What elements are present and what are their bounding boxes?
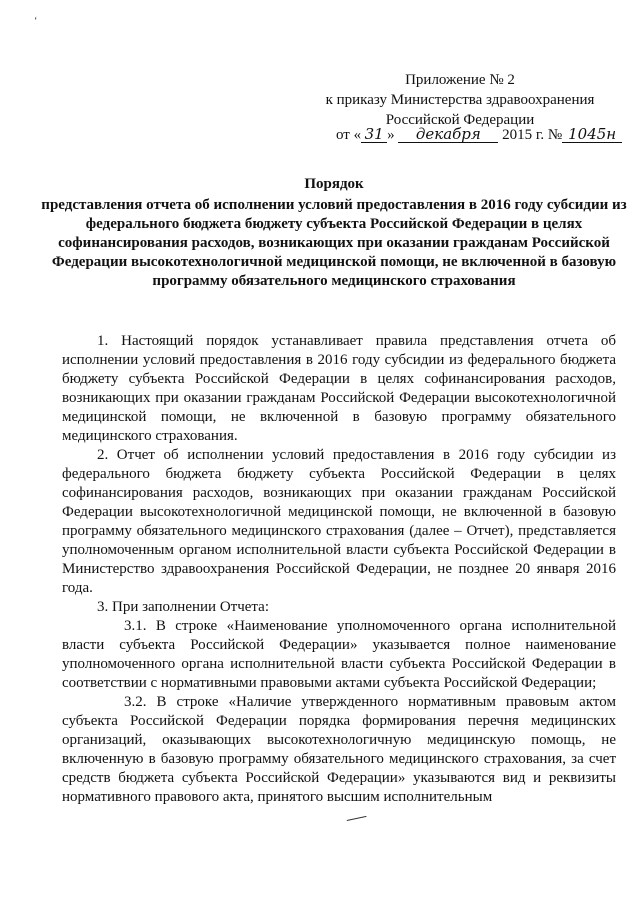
title-heading: Порядок	[304, 176, 364, 192]
paragraph-2: 2. Отчет об исполнении условий предоставления в 2016 году субсидии из федерального бюджета бюджету субъекта Российской Федерации в целях софинансирования расходов, возникающих при оказании гражданам Российской Федерации высокотехнологичной медицинской помощи, не включенной в базовую программу обязательного медицинского страхования (далее – Отчет), представляется уполномоченным органом исполнительной власти субъекта Российской Федерации в Министерство здравоохранения Российской Федерации, не позднее 20 января 2016 года.	[62, 447, 616, 596]
paragraph-3-1: 3.1. В строке «Наименование уполномоченного органа исполнительной власти субъекта Российской Федерации» указывается полное наименование уполномоченного органа исполнительной власти субъекта Российской Федерации в соответствии с нормативными правовыми актами субъекта Российской Федерации;	[62, 618, 616, 691]
scan-mark: ‘	[34, 16, 38, 27]
pen-mark	[345, 810, 366, 821]
handwritten-day: 31	[361, 126, 387, 143]
date-prefix: от «	[336, 127, 362, 143]
order-date-line	[336, 124, 626, 146]
paragraph-3: 3. При заполнении Отчета:	[97, 599, 269, 615]
appendix-header	[300, 70, 620, 130]
handwritten-month: декабря	[398, 126, 498, 143]
document-body	[62, 332, 616, 807]
quote-close: »	[387, 127, 395, 143]
document-title	[40, 175, 628, 291]
paragraph-3-2: 3.2. В строке «Наличие утвержденного нормативным правовым актом субъекта Российской Федерации порядка формирования перечня медицинских организаций, оказывающих высокотехнологичную медицинскую помощь, не включенную в базовую программу обязательного медицинского страхования, за счет средств бюджета субъекта Российской Федерации» указываются вид и реквизиты нормативного правового акта, принятого высшим исполнительным	[62, 694, 616, 805]
order-reference-line2: Российской Федерации	[385, 112, 535, 128]
handwritten-order-number: 1045н	[562, 126, 622, 143]
appendix-number: Приложение № 2	[405, 72, 515, 88]
title-text: представления отчета об исполнении условий предоставления в 2016 году субсидии из федерального бюджета бюджету субъекта Российской Федерации в целях софинансирования расходов, возникающих при оказании гражданам Российской Федерации высокотехнологичной медицинской помощи, не включенной в базовую программу обязательного медицинского страхования	[41, 197, 627, 289]
year-and-number-label: 2015 г. №	[502, 127, 563, 143]
order-reference-line1: к приказу Министерства здравоохранения	[325, 92, 595, 108]
paragraph-1: 1. Настоящий порядок устанавливает правила представления отчета об исполнении условий предоставления в 2016 году субсидии из федерального бюджета бюджету субъекта Российской Федерации в целях софинансирования расходов, возникающих при оказании гражданам Российской Федерации высокотехнологичной медицинской помощи, не включенной в базовую программу обязательного медицинского страхования.	[62, 333, 616, 444]
